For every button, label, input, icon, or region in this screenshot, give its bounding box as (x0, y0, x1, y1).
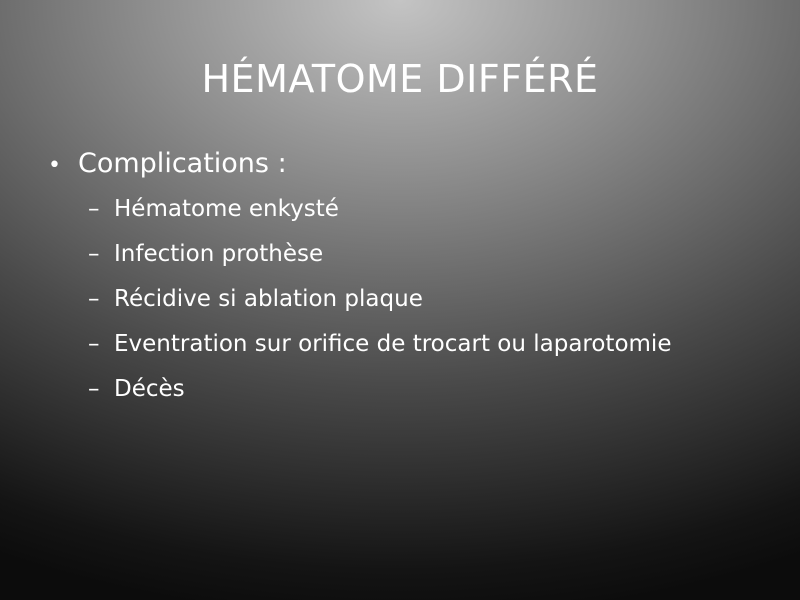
list-item (88, 376, 788, 421)
list-item-text: Décès (114, 376, 185, 402)
dash-marker: – (88, 241, 100, 267)
list-item (88, 241, 788, 286)
list-item (88, 286, 788, 331)
slide-title: HÉMATOME DIFFÉRÉ (201, 57, 599, 101)
slide-content (48, 148, 788, 421)
list-item (88, 196, 788, 241)
list-item-text: Eventration sur orifice de trocart ou laparotomie (114, 331, 672, 357)
list-item (88, 331, 788, 376)
list-item-text: Récidive si ablation plaque (114, 286, 423, 312)
dash-marker: – (88, 331, 100, 357)
bullet-marker: • (48, 153, 61, 178)
list-item-text: Infection prothèse (114, 241, 324, 267)
bullet-complications (48, 148, 788, 190)
complications-list (88, 196, 788, 421)
dash-marker: – (88, 376, 100, 402)
dash-marker: – (88, 286, 100, 312)
list-item-text: Hématome enkysté (114, 196, 339, 222)
dash-marker: – (88, 196, 100, 222)
bullet-label: Complications : (78, 148, 287, 179)
